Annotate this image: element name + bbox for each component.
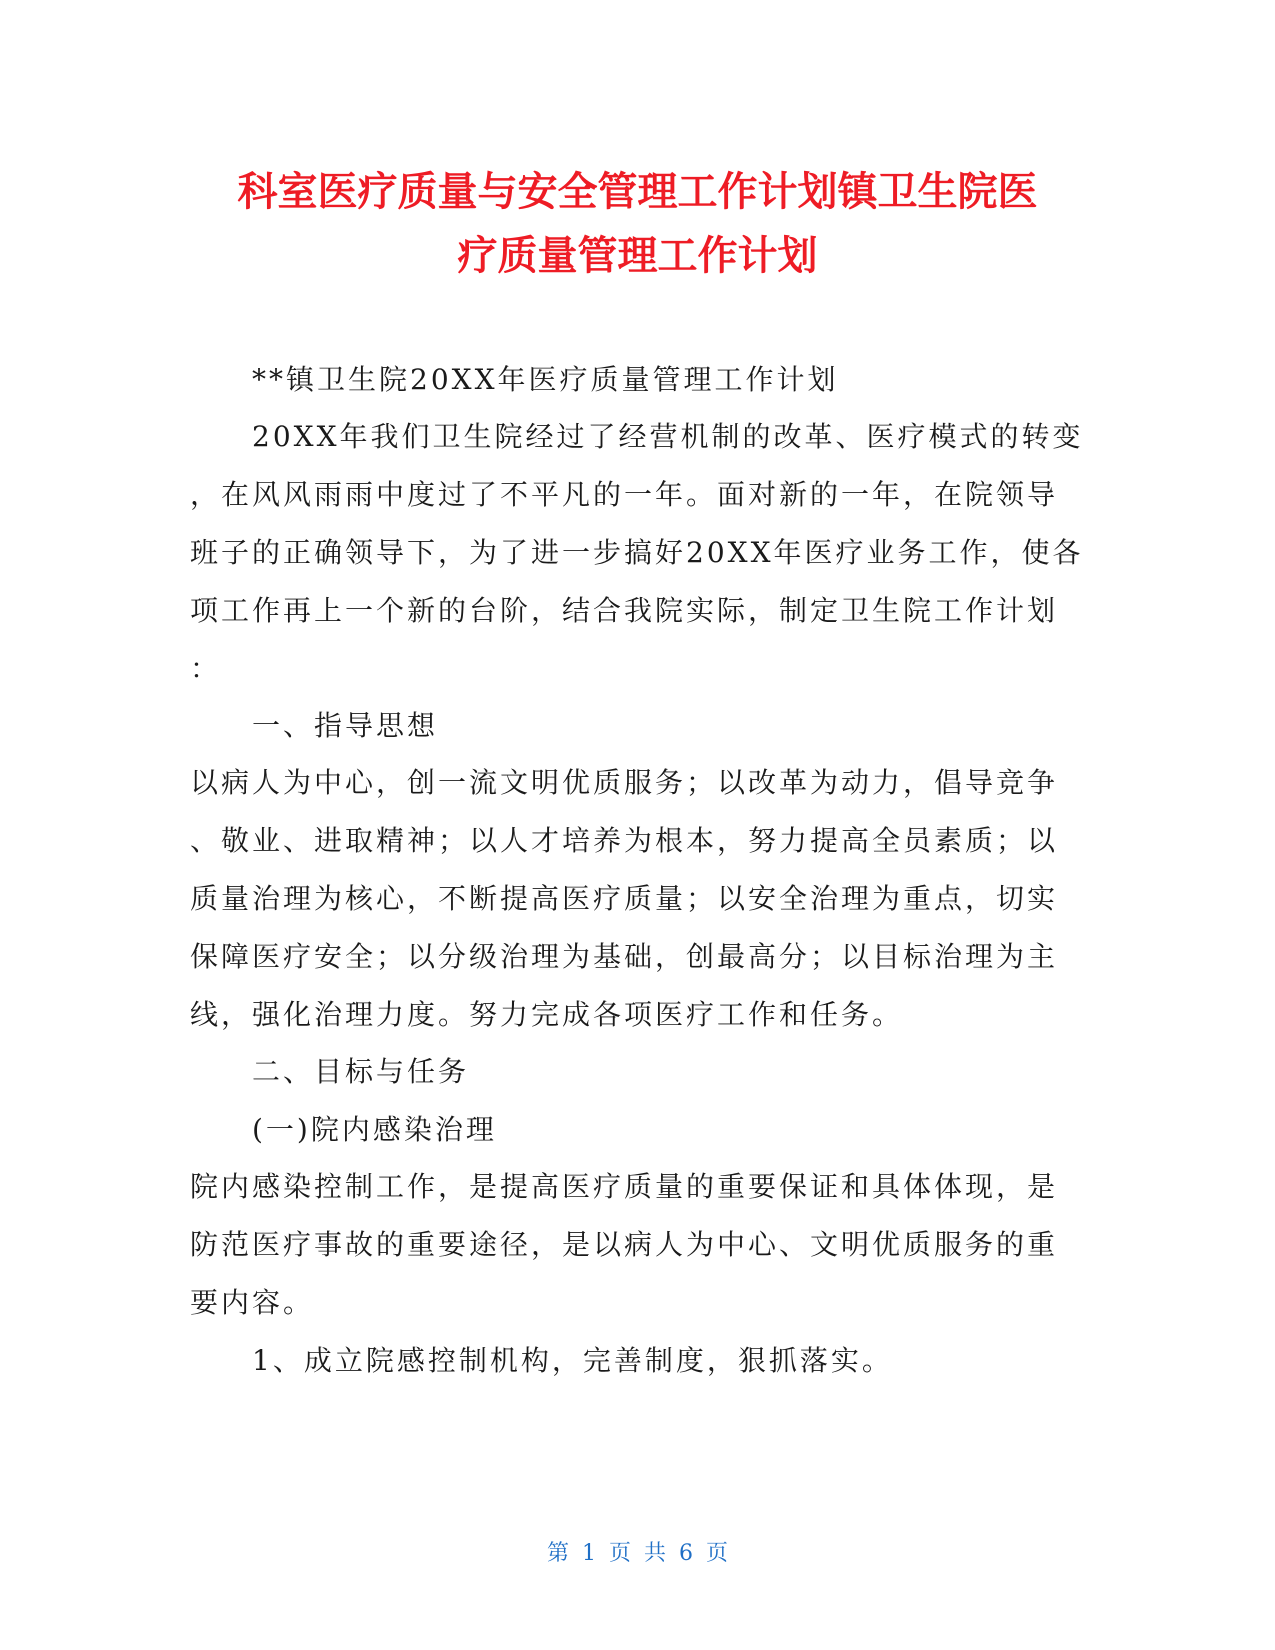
section-heading: 一、指导思想 — [252, 709, 439, 742]
title-line-2: 疗质量管理工作计划 — [457, 233, 818, 279]
plan-heading: **镇卫生院20XX年医疗质量管理工作计划 — [252, 363, 839, 396]
paragraph-line: 班子的正确领导下，为了进一步搞好20XX年医疗业务工作，使各 — [190, 536, 1084, 569]
paragraph-line: 质量治理为核心，不断提高医疗质量；以安全治理为重点，切实 — [190, 882, 1059, 915]
page-number: 第 1 页 共 6 页 — [547, 1541, 728, 1566]
paragraph-line: 、敬业、进取精神；以人才培养为根本，努力提高全员素质；以 — [190, 824, 1059, 857]
subsection-heading: (一)院内感染治理 — [252, 1113, 497, 1146]
paragraph-line: 项工作再上一个新的台阶，结合我院实际，制定卫生院工作计划 — [190, 594, 1059, 627]
paragraph-line: ，在风风雨雨中度过了不平凡的一年。面对新的一年，在院领导 — [190, 478, 1059, 511]
section-heading: 二、目标与任务 — [252, 1055, 470, 1088]
paragraph-line: 以病人为中心，创一流文明优质服务；以改革为动力，倡导竞争 — [190, 766, 1059, 799]
paragraph-line: 线，强化治理力度。努力完成各项医疗工作和任务。 — [190, 998, 904, 1031]
paragraph-line: 保障医疗安全；以分级治理为基础，创最高分；以目标治理为主 — [190, 940, 1059, 973]
paragraph-line: 院内感染控制工作，是提高医疗质量的重要保证和具体体现，是 — [190, 1170, 1059, 1203]
paragraph-line: 20XX年我们卫生院经过了经营机制的改革、医疗模式的转变 — [252, 420, 1084, 453]
paragraph-line: ： — [190, 652, 222, 685]
list-item: 1、成立院感控制机构，完善制度，狠抓落实。 — [252, 1344, 893, 1377]
document-title — [150, 160, 1125, 288]
title-line-1: 科室医疗质量与安全管理工作计划镇卫生院医 — [237, 169, 1038, 215]
paragraph-line: 防范医疗事故的重要途径，是以病人为中心、文明优质服务的重 — [190, 1228, 1059, 1261]
paragraph-line: 要内容。 — [190, 1286, 315, 1319]
